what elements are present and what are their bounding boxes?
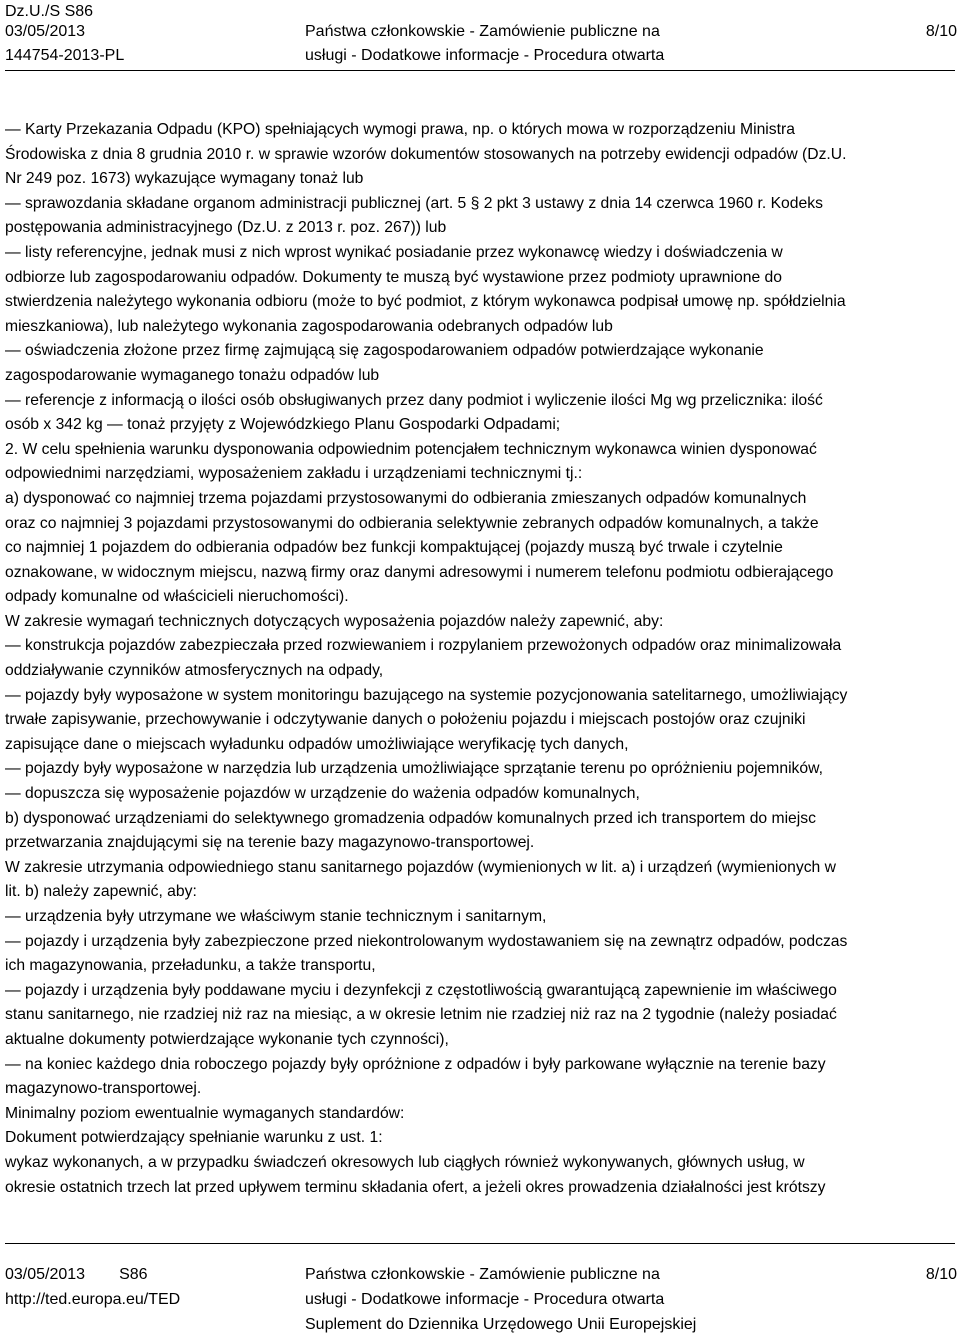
footer-title: [305, 1262, 765, 1337]
footer-left: [5, 1262, 180, 1312]
header-title-line2: usługi - Dodatkowe informacje - Procedura otwarta: [305, 47, 665, 64]
header-divider: [5, 70, 955, 71]
footer-series: S86: [119, 1266, 148, 1283]
body-line: stanu sanitarnego, nie rzadziej niż raz na miesiąc, a w okresie letnim nie rzadziej niż raz na 2 tygodnie (należy posiadać: [5, 1006, 837, 1024]
header-date: 03/05/2013: [5, 23, 86, 40]
header-title-line1: Państwa członkowskie - Zamówienie publiczne na: [305, 23, 660, 40]
body-line: Dokument potwierdzający spełnianie warunku z ust. 1:: [5, 1129, 383, 1147]
body-line: — pojazdy i urządzenia były zabezpieczone przed niekontrolowanym wydostawaniem się na zewnątrz odpadów, podczas: [5, 932, 848, 950]
body-line: magazynowo-transportowej.: [5, 1080, 202, 1098]
body-line: zagospodarowanie wymaganego tonażu odpadów lub: [5, 366, 380, 384]
body-line: aktualne dokumenty potwierdzające wykonanie tych czynności),: [5, 1030, 449, 1048]
document-body: [5, 118, 953, 1200]
body-line: wykaz wykonanych, a w przypadku świadczeń okresowych lub ciągłych również wykonywanych, głównych usług, w: [5, 1153, 805, 1171]
body-line: — pojazdy i urządzenia były poddawane myciu i dezynfekcji z częstotliwością gwarantującą zapewnienie im właściwego: [5, 981, 837, 999]
body-line: b) dysponować urządzeniami do selektywnego gromadzenia odpadów komunalnych przed ich transportem do miejsc: [5, 809, 816, 827]
body-line: oraz co najmniej 3 pojazdami przystosowanymi do odbierania selektywnie zebranych odpadów komunalnych, a także: [5, 514, 819, 532]
body-line: 2. W celu spełnienia warunku dysponowania odpowiednim potencjałem technicznym wykonawca winien dysponować: [5, 440, 817, 458]
header-page-number: 8/10: [925, 23, 957, 40]
body-line: trwałe zapisywanie, przechowywanie i odczytywanie danych o położeniu pojazdu i miejscach postojów oraz czujniki: [5, 711, 806, 729]
footer-title-line1: Państwa członkowskie - Zamówienie publiczne na: [305, 1266, 660, 1283]
body-line: — oświadczenia złożone przez firmę zajmującą się zagospodarowaniem odpadów potwierdzające wykonanie: [5, 342, 764, 360]
body-line: Nr 249 poz. 1673) wykazujące wymagany tonaż lub: [5, 170, 364, 188]
body-line: W zakresie wymagań technicznych dotyczących wyposażenia pojazdów należy zapewnić, aby:: [5, 612, 664, 630]
body-line: — listy referencyjne, jednak musi z nich wprost wynikać posiadanie przez wykonawcę wiedzy i doświadczenia w: [5, 243, 783, 261]
body-line: — sprawozdania składane organom administracji publicznej (art. 5 § 2 pkt 3 ustawy z dnia 14 czerwca 1960 r. Kodeks: [5, 194, 823, 212]
body-line: — konstrukcja pojazdów zabezpieczała przed rozwiewaniem i rozpylaniem przewożonych odpadów oraz minimalizowała: [5, 637, 842, 655]
document-id: 144754-2013-PL: [5, 47, 125, 64]
body-line: Minimalny poziom ewentualnie wymaganych standardów:: [5, 1104, 405, 1122]
body-line: osób x 342 kg — tonaż przyjęty z Wojewódzkiego Planu Gospodarki Odpadami;: [5, 416, 561, 434]
body-line: zapisujące dane o miejscach wyładunku odpadów umożliwiające weryfikację tych danych,: [5, 735, 629, 753]
body-line: — urządzenia były utrzymane we właściwym stanie technicznym i sanitarnym,: [5, 908, 547, 925]
footer-divider: [5, 1243, 955, 1244]
body-line: przetwarzania znajdującymi się na terenie bazy magazynowo-transportowej.: [5, 834, 535, 852]
footer-title-line3: Suplement do Dziennika Urzędowego Unii Europejskiej: [305, 1316, 697, 1333]
body-line: oznakowane, w widocznym miejscu, nazwą firmy oraz danymi adresowymi i numerem telefonu podmiotu odbierającego: [5, 563, 834, 581]
body-line: odpady komunalne od właścicieli nieruchomości).: [5, 588, 349, 606]
body-line: Środowiska z dnia 8 grudnia 2010 r. w sprawie wzorów dokumentów stosowanych na potrzeby ewidencji odpadów (Dz.U.: [5, 145, 847, 163]
body-line: — pojazdy były wyposażone w narzędzia lub urządzenia umożliwiające sprzątanie terenu po opróżnieniu pojemników,: [5, 760, 823, 778]
body-line: W zakresie utrzymania odpowiedniego stanu sanitarnego pojazdów (wymienionych w lit. a) i urządzeń (wymienionych w: [5, 858, 836, 876]
footer-url[interactable]: http://ted.europa.eu/TED: [5, 1291, 181, 1308]
body-line: mieszkaniowa), lub należytego wykonania zagospodarowania odebranych odpadów lub: [5, 317, 613, 335]
body-line: co najmniej 1 pojazdem do odbierania odpadów bez funkcji kompaktującej (pojazdy muszą być trwale i czytelnie: [5, 539, 783, 557]
body-line: — dopuszcza się wyposażenie pojazdów w urządzenie do ważenia odpadów komunalnych,: [5, 785, 640, 803]
body-line: oddziaływanie czynników atmosferycznych na odpady,: [5, 662, 384, 680]
header-left: [5, 3, 125, 68]
header-title: [305, 20, 745, 68]
body-line: postępowania administracyjnego (Dz.U. z 2013 r. poz. 267)) lub: [5, 219, 447, 237]
body-line: stwierdzenia należytego wykonania odbioru (może to być podmiot, z którym wykonawca podpisał umowę np. spółdzielnia: [5, 293, 846, 311]
footer-date: 03/05/2013: [5, 1266, 86, 1283]
body-line: a) dysponować co najmniej trzema pojazdami przystosowanymi do odbierania zmieszanych odpadów komunalnych: [5, 489, 807, 507]
body-line: ich magazynowania, przeładunku, a także transportu,: [5, 957, 376, 975]
body-line: — Karty Przekazania Odpadu (KPO) spełniających wymogi prawa, np. o których mowa w rozporządzeniu Ministra: [5, 121, 795, 138]
page-header: [0, 0, 960, 70]
body-line: odbiorze lub zagospodarowaniu odpadów. Dokumenty te muszą być wystawione przez podmioty uprawnione do: [5, 268, 782, 286]
body-line: odpowiednimi narzędziami, wyposażeniem zakładu i urządzeniami technicznymi tj.:: [5, 465, 583, 483]
footer-title-line2: usługi - Dodatkowe informacje - Procedura otwarta: [305, 1291, 665, 1308]
footer-page-number: 8/10: [925, 1266, 957, 1283]
body-line: lit. b) należy zapewnić, aby:: [5, 883, 197, 901]
body-line: — na koniec każdego dnia roboczego pojazdy były opróżnione z odpadów i były parkowane wyłącznie na terenie bazy: [5, 1055, 826, 1073]
body-line: — referencje z informacją o ilości osób obsługiwanych przez dany podmiot i wyliczenie ilości Mg wg przelicznika: ilość: [5, 391, 823, 409]
body-line: — pojazdy były wyposażone w system monitoringu bazującego na systemie pozycjonowania satelitarnego, umożliwiający: [5, 686, 848, 704]
body-line: okresie ostatnich trzech lat przed upływem terminu składania ofert, a jeżeli okres prowadzenia działalności jest krótszy: [5, 1178, 826, 1196]
journal-ref: Dz.U./S S86: [5, 3, 94, 20]
